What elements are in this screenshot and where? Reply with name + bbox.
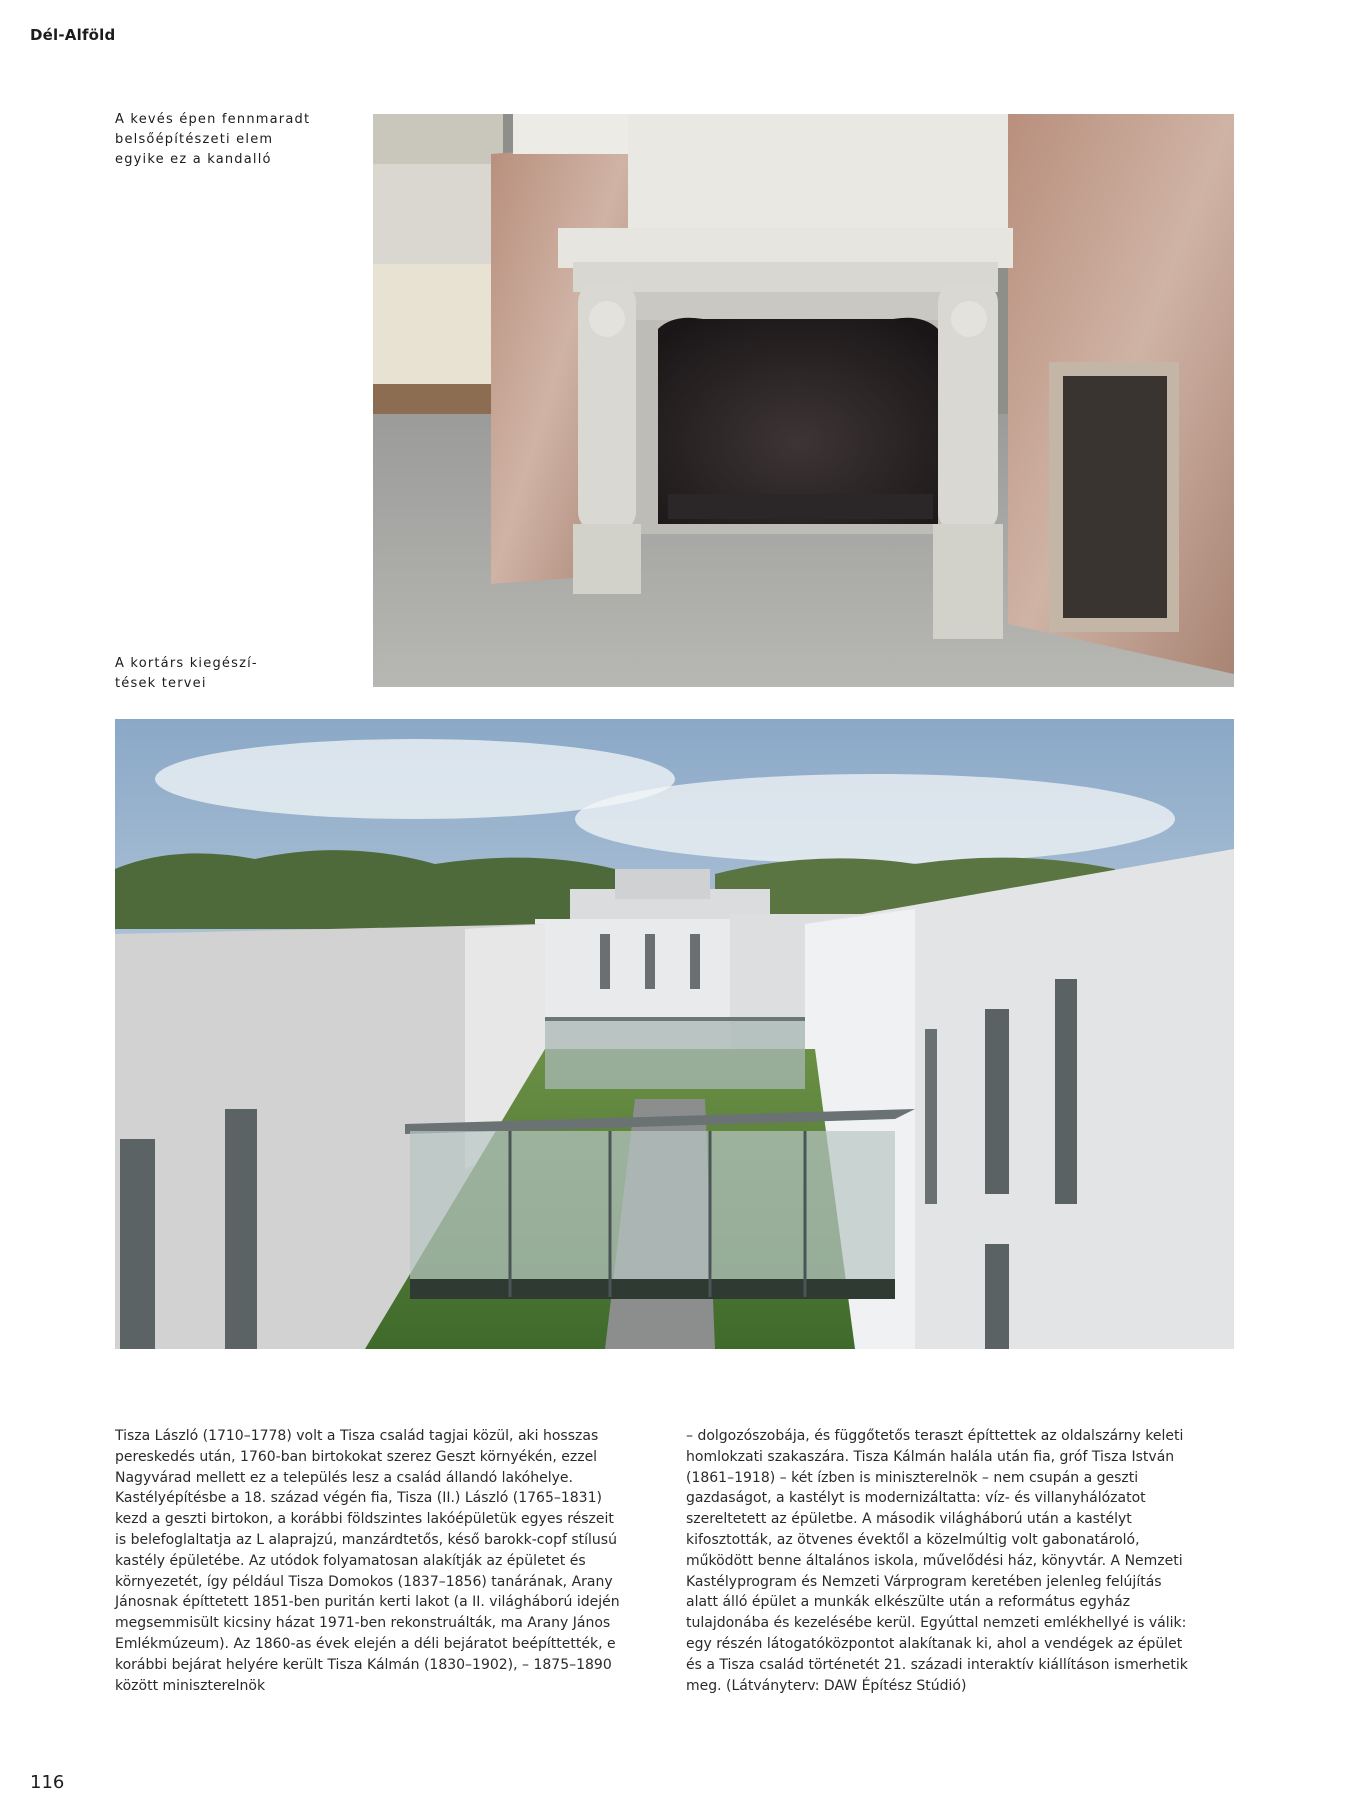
- courtyard-rendering: [115, 719, 1234, 1349]
- fireplace-photo: [373, 114, 1234, 687]
- article-column-left: Tisza László (1710–1778) volt a Tisza család tagjai közül, aki hosszas pereskedés után, 1760-ban birtokokat szerez Geszt környékén, ezzel Nagyvárad mellett ez a település lesz a család állandó lakóhelye. Kastélyépítésbe a 18. század végén fia, Tisza (II.) László (1765–1831) kezd a geszti birtokon, a korábbi földszintes lakóépületük egyes részeit is belefoglaltatja az L alaprajzú, manzárdtetős, késő barokk-copf stílusú kastély épületébe. Az utódok folyamatosan alakítják az épületet és környezetét, így például Tisza Domokos (1837–1856) tanárának, Arany Jánosnak építtetett 1851-ben puritán kerti lakot (a II. világháború idején megsemmisült kicsiny házat 1971-ben rekonstruálták, ma Arany János Emlékmúzeum). Az 1860-as évek elején a déli bejáratot beépíttették, e korábbi bejárat helyére került Tisza Kálmán (1830–1902), – 1875–1890 között miniszterelnök: [115, 1428, 620, 1694]
- fireplace-caption: A kevés épen fennmaradt belsőépítészeti elem egyike ez a kandalló: [115, 112, 311, 167]
- page-number: 116: [30, 1772, 65, 1793]
- article-column-right: – dolgozószobája, és függőtetős teraszt építtettek az oldalszárny keleti homlokzati szakaszára. Tisza Kálmán halála után fia, gróf Tisza István (1861–1918) – két ízben is miniszterelnök – nem csupán a geszti gazdaságot, a kastélyt is modernizáltatta: víz- és villanyhálózatot szereltetett az épületbe. A második világháború után a kastélyt kifosztották, az ötvenes évektől a közelmúltig volt gabonatároló, működött benne általános iskola, művelődési ház, könyvtár. A Nemzeti Kastélyprogram és Nemzeti Várprogram keretében jelenleg felújítás alatt álló épület a munkák elkészülte után a református egyház tulajdonába és kezelésébe kerül. Egyúttal nemzeti emlékhellyé is válik: egy részén látogatóközpontot alakítanak ki, ahol a vendégek az épület és a Tisza család történetét 21. századi interaktív kiállításon ismerhetik meg. (Látványterv: DAW Építész Stúdió): [686, 1428, 1188, 1694]
- rendering-caption: A kortárs kiegészí- tések tervei: [115, 656, 258, 691]
- section-label: Dél-Alföld: [30, 26, 116, 44]
